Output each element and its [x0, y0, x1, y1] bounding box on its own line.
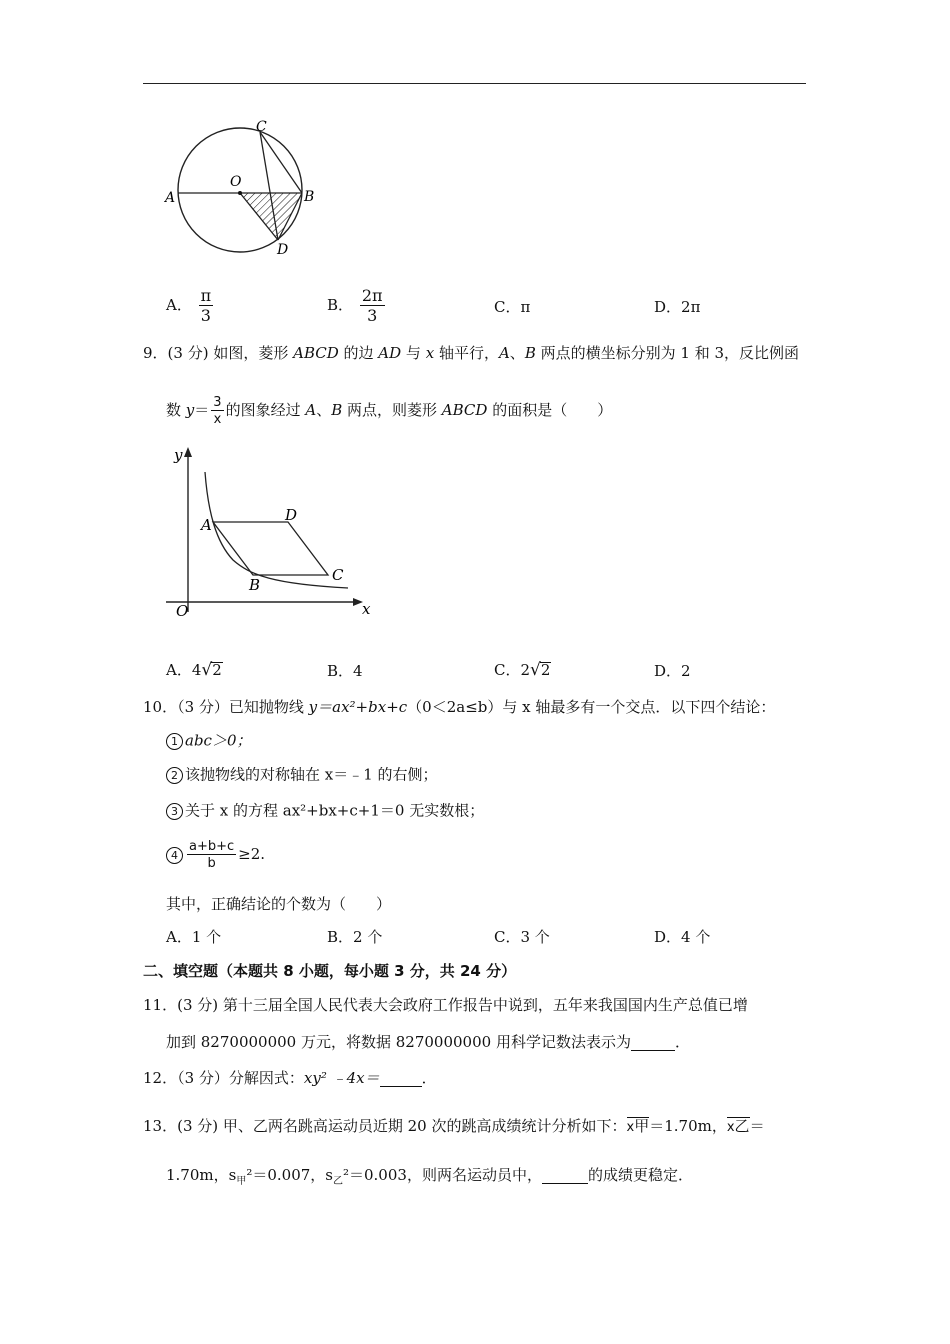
q10-conclusion-4: 4 $\frac{a+b+c}{b}$ ≥2.: [166, 840, 265, 870]
q10-conclusion-1: 1 abc＞0；: [166, 733, 252, 750]
label-a: A: [201, 516, 212, 534]
q9-option-b: B．4: [327, 662, 363, 680]
q9-stem-line2: 数 y＝ $\frac{3}{x}$ 的图象经过 A、B 两点，则菱形 ABCD 的面积是（ ）: [166, 395, 613, 427]
q9-stem-line1: 9．(3 分) 如图，菱形 ABCD 的边 AD 与 x 轴平行，A、B 两点的横坐标分别为 1 和 3，反比例函: [143, 344, 800, 362]
circled-number-1: 1: [166, 733, 183, 750]
q13-line1: 13．(3 分) 甲、乙两名跳高运动员近期 20 次的跳高成绩统计分析如下：x甲＝1.70m，x乙＝: [143, 1117, 765, 1135]
q10-conclusion-2: 2 该抛物线的对称轴在 x＝﹣1 的右侧；: [166, 767, 438, 784]
label-c: C: [332, 566, 344, 584]
q10-option-a: A．1 个: [166, 928, 222, 946]
rhombus-abcd: [213, 522, 328, 575]
q8-option-d: D．2π: [654, 298, 701, 316]
answer-blank[interactable]: [542, 1168, 588, 1184]
q9-option-c: C．2√2: [494, 660, 551, 680]
q9-option-a: A．4√2: [166, 660, 222, 680]
q8-option-b: B． $\frac{2\pi}{3}$: [327, 286, 383, 325]
q10-option-b: B．2 个: [327, 928, 383, 946]
circled-number-4: 4: [166, 847, 183, 864]
q10-conclusion-3: 3 关于 x 的方程 ax²+bx+c+1＝0 无实数根；: [166, 803, 484, 820]
label-b: B: [304, 189, 315, 205]
hyperbola-curve: [205, 472, 348, 588]
xbar-yi: x乙: [726, 1117, 750, 1135]
circled-number-3: 3: [166, 803, 183, 820]
label-b: B: [249, 576, 261, 594]
label-d: D: [277, 242, 289, 256]
label-y: y: [174, 446, 183, 464]
q11-line2: 加到 8270000000 万元，将数据 8270000000 用科学记数法表示为 ．: [166, 1033, 690, 1051]
section-2-heading: 二、填空题（本题共 8 小题，每小题 3 分，共 24 分）: [143, 962, 517, 980]
q8-option-c: C．π: [494, 298, 531, 316]
q10-option-d: D．4 个: [654, 928, 711, 946]
q9-graph-figure: [158, 442, 383, 622]
circled-number-2: 2: [166, 767, 183, 784]
label-d: D: [285, 506, 298, 524]
q9-option-d: D．2: [654, 662, 691, 680]
label-a: A: [165, 190, 176, 206]
q11-line1: 11．(3 分) 第十三届全国人民代表大会政府工作报告中说到，五年来我国国内生产总值已增: [143, 996, 748, 1014]
answer-blank[interactable]: [380, 1071, 422, 1087]
q10-stem: 10．（3 分）已知抛物线 y＝ax²+bx+c（0＜2a≤b）与 x 轴最多有一个交点．以下四个结论：: [143, 698, 776, 716]
q8-circle-figure: [160, 118, 325, 256]
q12-line: 12．（3 分）分解因式：xy² ﹣4x＝ ．: [143, 1069, 437, 1087]
answer-blank[interactable]: [631, 1035, 675, 1051]
center-dot: [238, 191, 242, 195]
xbar-jia: x甲: [626, 1117, 650, 1135]
y-axis-arrow: [184, 447, 192, 457]
label-x: x: [362, 600, 371, 618]
q10-option-c: C．3 个: [494, 928, 550, 946]
circle-outline: [178, 128, 302, 252]
q13-line2: 1.70m，$s_甲^2=0.007$，$s_乙^2=0.003$，则两名运动员中， 的成绩更稳定．: [166, 1166, 693, 1187]
q10-question: 其中，正确结论的个数为（ ）: [166, 895, 392, 913]
label-o: O: [230, 174, 242, 190]
header-rule: [143, 83, 806, 84]
label-o: O: [176, 602, 189, 620]
q8-option-a: A． $\frac{\pi}{3}$: [166, 286, 212, 325]
label-c: C: [256, 119, 267, 135]
